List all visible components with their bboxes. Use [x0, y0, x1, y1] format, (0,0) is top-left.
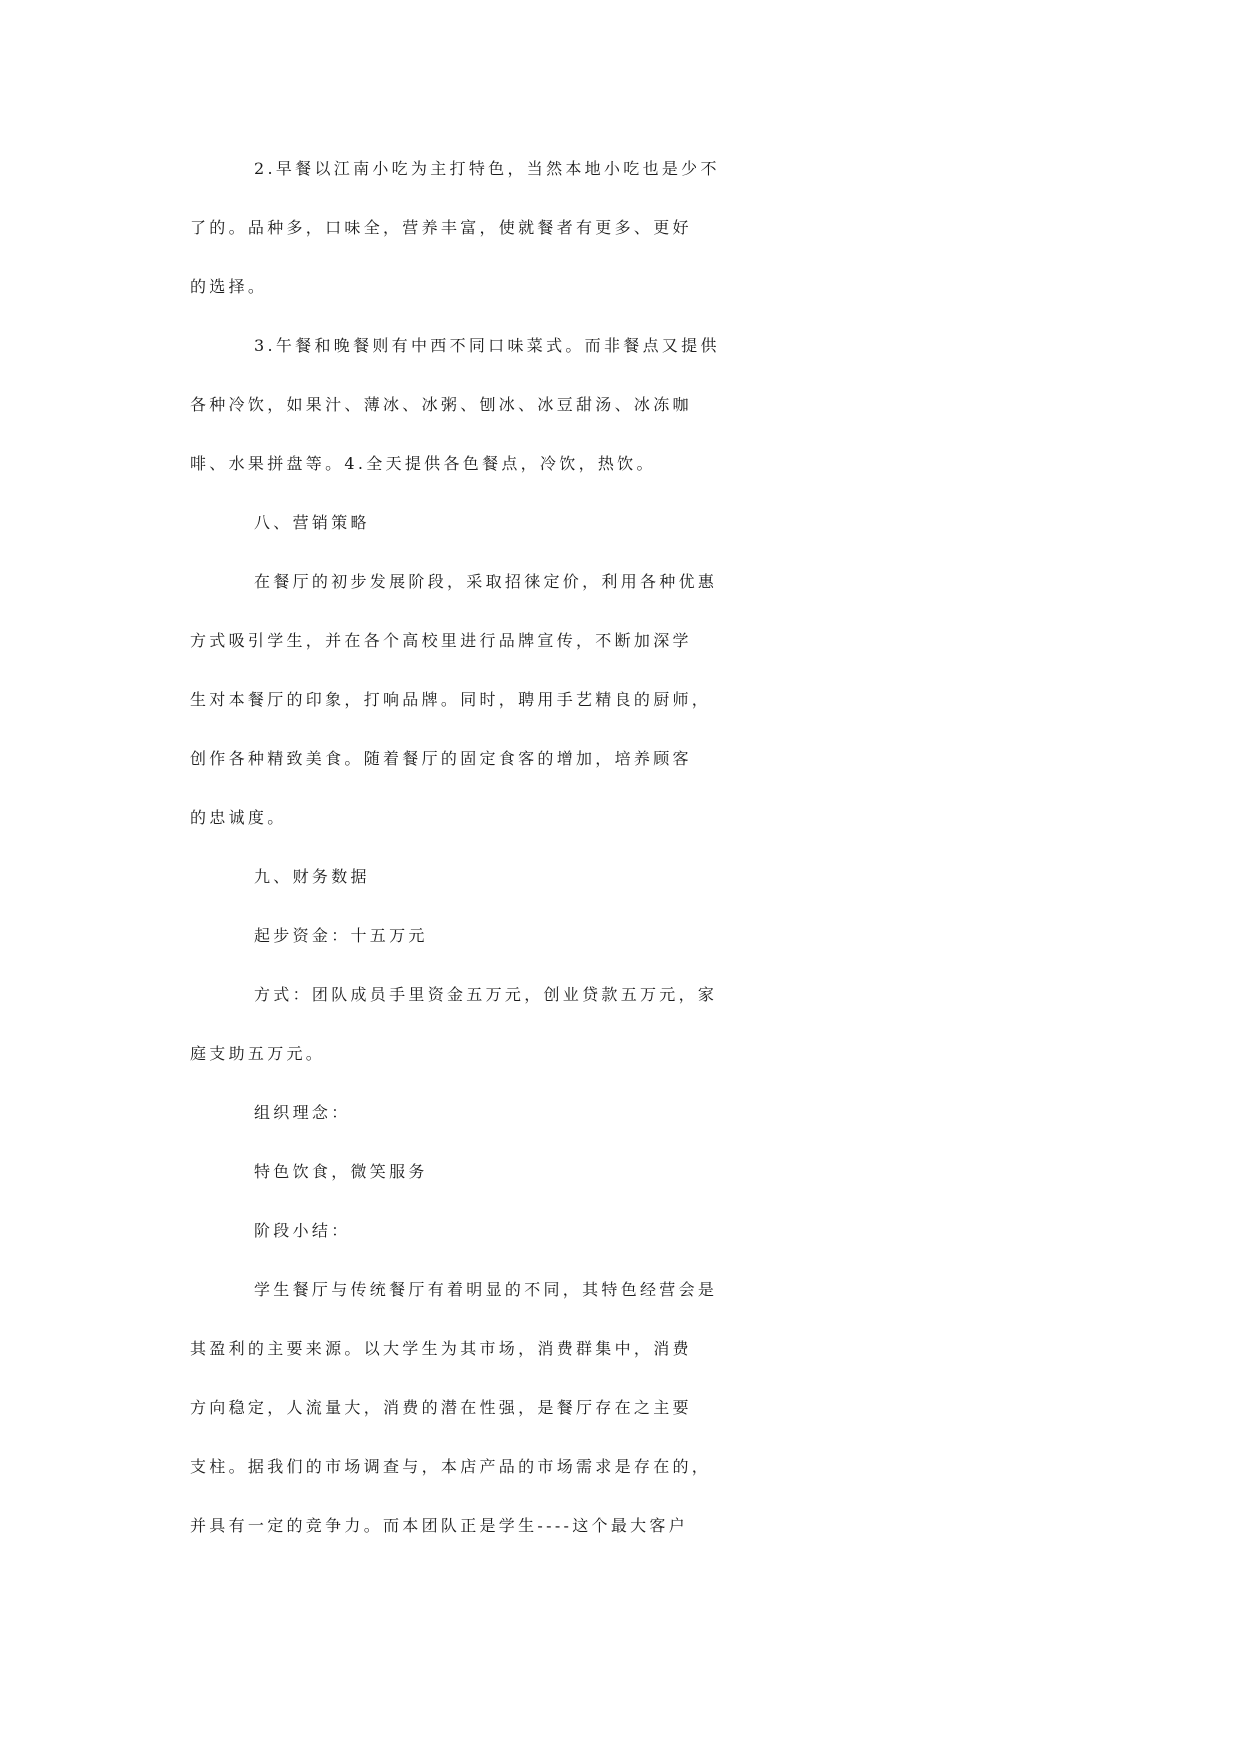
text-line: 在餐厅的初步发展阶段，采取招徕定价，利用各种优惠 — [254, 572, 718, 591]
document-page — [190, 156, 1050, 1572]
section-heading-finance — [190, 864, 1050, 923]
text-line: 方向稳定，人流量大，消费的潜在性强，是餐厅存在之主要 — [190, 1398, 692, 1417]
text-line: 各种冷饮，如果汁、薄冰、冰粥、刨冰、冰豆甜汤、冰冻咖 — [190, 395, 692, 414]
section-heading-marketing — [190, 510, 1050, 569]
paragraph-funding-method — [190, 982, 1050, 1100]
text-line: 庭支助五万元。 — [190, 1044, 326, 1063]
text-line: 特色饮食，微笑服务 — [254, 1162, 428, 1181]
text-line: 创作各种精致美食。随着餐厅的固定食客的增加，培养顾客 — [190, 749, 692, 768]
text-line: 学生餐厅与传统餐厅有着明显的不同，其特色经营会是 — [254, 1280, 718, 1299]
text-line: 方式：团队成员手里资金五万元，创业贷款五万元，家 — [254, 985, 718, 1004]
paragraph-breakfast — [190, 156, 1050, 333]
text-line: 3.午餐和晚餐则有中西不同口味菜式。而非餐点又提供 — [254, 336, 720, 355]
text-line: 2.早餐以江南小吃为主打特色，当然本地小吃也是少不 — [254, 159, 720, 178]
paragraph-summary-label — [190, 1218, 1050, 1277]
paragraph-philosophy-label — [190, 1100, 1050, 1159]
text-line: 啡、水果拼盘等。4.全天提供各色餐点，冷饮，热饮。 — [190, 454, 656, 473]
paragraph-summary — [190, 1277, 1050, 1572]
heading-text: 九、财务数据 — [254, 867, 370, 886]
text-line: 的忠诚度。 — [190, 808, 287, 827]
text-line: 其盈利的主要来源。以大学生为其市场，消费群集中，消费 — [190, 1339, 692, 1358]
heading-text: 八、营销策略 — [254, 513, 370, 532]
text-line: 方式吸引学生，并在各个高校里进行品牌宣传，不断加深学 — [190, 631, 692, 650]
text-line: 阶段小结： — [254, 1221, 351, 1240]
paragraph-lunch-dinner — [190, 333, 1050, 510]
paragraph-philosophy — [190, 1159, 1050, 1218]
paragraph-marketing — [190, 569, 1050, 864]
text-line: 并具有一定的竞争力。而本团队正是学生----这个最大客户 — [190, 1516, 689, 1535]
text-line: 生对本餐厅的印象，打响品牌。同时，聘用手艺精良的厨师， — [190, 690, 712, 709]
text-line: 的选择。 — [190, 277, 268, 296]
text-line: 组织理念： — [254, 1103, 351, 1122]
text-line: 起步资金：十五万元 — [254, 926, 428, 945]
text-line: 了的。品种多，口味全，营养丰富，使就餐者有更多、更好 — [190, 218, 692, 237]
paragraph-startup-capital — [190, 923, 1050, 982]
text-line: 支柱。据我们的市场调查与，本店产品的市场需求是存在的， — [190, 1457, 712, 1476]
